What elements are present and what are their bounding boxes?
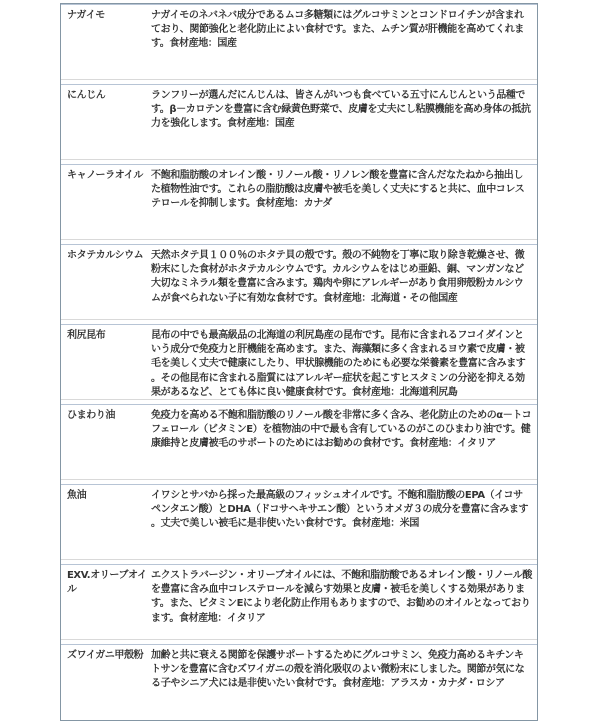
ingredient-description-cell: 免疫力を高める不飽和脂肪酸のリノール酸を非常に多く含み、老化防止のためのα－トコフェロール（ビタミンE）を植物油の中で最も含有しているのがこのひまわり油です。健康維持と皮膚被毛のサポートのためにはお勧めの食材です。食材産地：イタリア bbox=[151, 410, 532, 450]
ingredient-description-cell: 加齢と共に衰える関節を保護サポートするためにグルコサミン、免疫力高めるキチンキトサンを豊富に含むズワイガニの殻を消化吸収のよい微粉末にしました。関節が気になる子やシニア犬には是非使いたい食材です。食材産地：アラスカ・カナダ・ロシア bbox=[151, 650, 525, 690]
ingredient-name-cell: キャノーラオイル bbox=[67, 170, 143, 181]
ingredient-name-cell: ズワイガニ甲殻粉 bbox=[67, 650, 144, 661]
ingredient-name-cell: EXV.オリーブオイル bbox=[67, 570, 147, 596]
ingredient-table bbox=[60, 3, 538, 721]
ingredient-name-cell: ホタテカルシウム bbox=[67, 250, 144, 261]
table-row bbox=[61, 484, 537, 560]
ingredient-name-cell: ナガイモ bbox=[67, 10, 105, 21]
ingredient-description-cell: 不飽和脂肪酸のオレイン酸・リノール酸・リノレン酸を豊富に含んだなたねから抽出した植物性油です。これらの脂肪酸は皮膚や被毛を美しく丈夫にすると共に、血中コレステロールを抑制します。食材産地：カナダ bbox=[151, 170, 525, 210]
ingredient-name-cell: ひまわり油 bbox=[67, 410, 115, 421]
ingredient-description-cell: ナガイモのネバネバ成分であるムコ多糖類にはグルコサミンとコンドロイチンが含まれており、関節強化と老化防止によい食材です。また、ムチン質が肝機能を高めてくれます。食材産地：国産 bbox=[151, 10, 524, 50]
table-row bbox=[61, 644, 537, 720]
table-row bbox=[61, 4, 537, 80]
table-row bbox=[61, 244, 537, 320]
table-row bbox=[61, 564, 537, 640]
table-row bbox=[61, 324, 537, 400]
table-row bbox=[61, 164, 537, 240]
ingredient-name-cell: にんじん bbox=[67, 90, 106, 101]
ingredient-name-cell: 魚油 bbox=[67, 490, 87, 501]
ingredient-description-cell: エクストラバージン・オリーブオイルには、不飽和脂肪酸であるオレイン酸・リノール酸を豊富に含み血中コレステロールを減らす効果と皮膚・被毛を美しくする効果があります。また、ビタミンEにより老化防止作用もありますので、お勧めのオイルとなっております。食材産地：イタリア bbox=[151, 570, 532, 624]
table-row bbox=[61, 404, 537, 480]
table-row bbox=[61, 84, 537, 160]
ingredient-description-cell: ランフリーが選んだにんじんは、皆さんがいつも食べている五寸にんじんという品種です。β－カロテンを豊富に含む緑黄色野菜で、皮膚を丈夫にし粘膜機能を高め身体の抵抗力を強化します。食材産地：国産 bbox=[151, 90, 531, 130]
ingredient-description-cell: イワシとサバから採った最高級のフィッシュオイルです。不飽和脂肪酸のEPA（イコサペンタエン酸）とDHA（ドコサヘキサエン酸）というオメガ３の成分を豊富に含みます。丈夫で美しい被毛に是非使いたい食材です。食材産地：米国 bbox=[151, 490, 529, 530]
ingredient-description-cell: 昆布の中でも最高級品の北海道の利尻島産の昆布です。昆布に含まれるフコイダインという成分で免疫力と肝機能を高めます。また、海藻類に多く含まれるヨウ素で皮膚・被毛を美しく丈夫で健康にしたり、甲状腺機能のためにも必要な栄養素を豊富に含みます。その他昆布に含まれる脂質にはアレルギー症状を起こすヒスタミンの分泌を抑える効果があるなど、とても体に良い健康食材です。食材産地：北海道利尻島 bbox=[151, 330, 526, 398]
ingredient-name-cell: 利尻昆布 bbox=[67, 330, 106, 341]
ingredient-description-cell: 天然ホタテ貝１００％のホタテ貝の殻です。殻の不純物を丁寧に取り除き乾燥させ、微粉末にした食材がホタテカルシウムです。カルシウムをはじめ亜鉛、銅、マンガンなど大切なミネラル類を豊富に含みます。鶏肉や卵にアレルギーがあり食用卵殻粉カルシウムが食べられない子に有効な食材です。食材産地：北海道・その他国産 bbox=[151, 250, 525, 304]
